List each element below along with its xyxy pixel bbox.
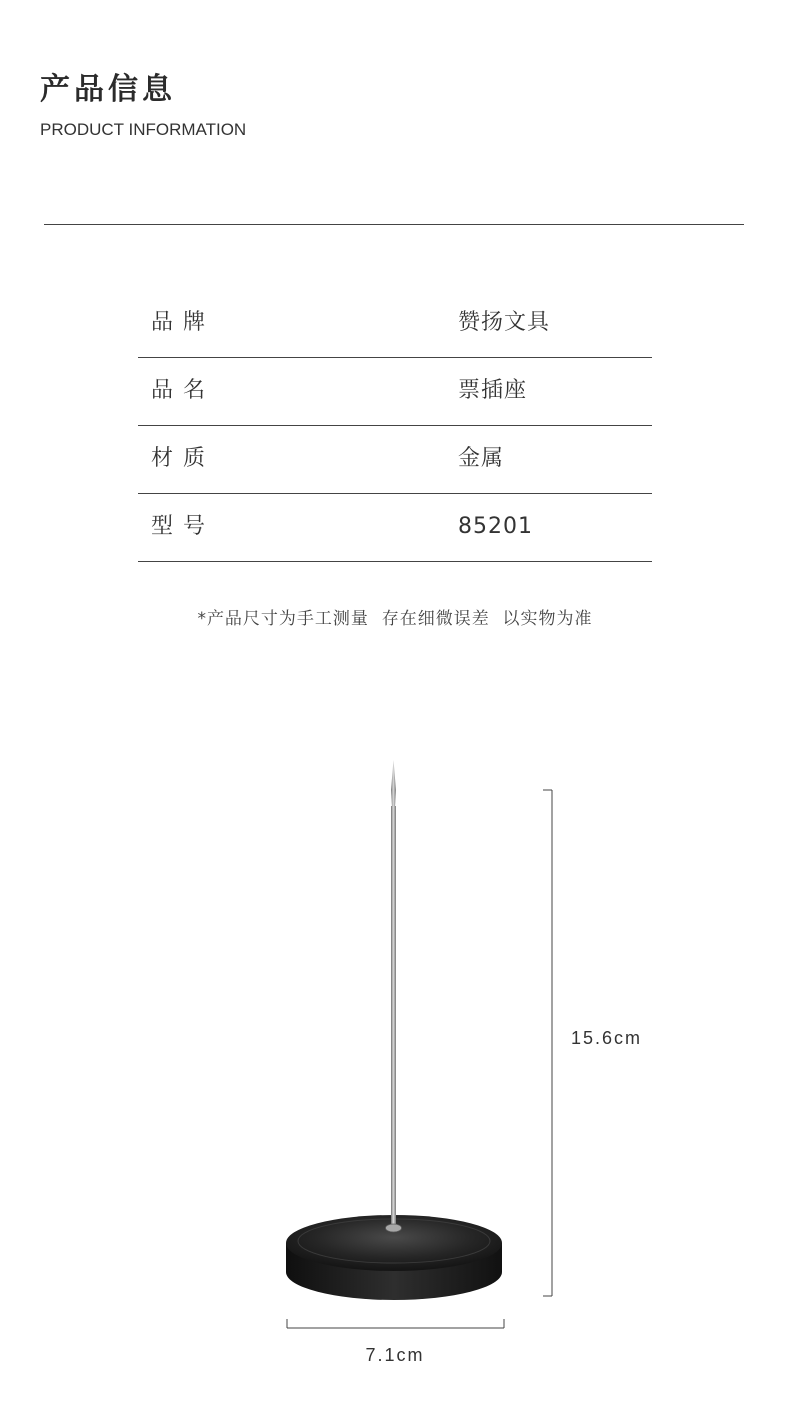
product-image: [0, 760, 790, 1320]
spec-label: 型号: [151, 514, 216, 539]
width-dimension-bracket: [284, 1316, 508, 1332]
needle: [391, 806, 396, 1226]
spec-label: 品牌: [151, 310, 216, 335]
spec-row-model: [138, 494, 652, 562]
needle-tip: [391, 760, 396, 808]
needle-collar: [386, 1224, 402, 1232]
spec-label: 品名: [151, 378, 216, 403]
header-divider: [44, 224, 744, 225]
height-dimension-label: 15.6cm: [571, 1028, 643, 1048]
spec-value: 票插座: [458, 378, 528, 403]
spec-value: 赞扬文具: [458, 310, 551, 335]
section-title: 产品信息: [40, 72, 176, 107]
spec-label: 材质: [151, 446, 216, 471]
spec-row-material: [138, 426, 652, 494]
height-dimension-bracket: [540, 788, 560, 1300]
width-dimension-label: 7.1cm: [365, 1345, 425, 1365]
spec-value: 85201: [458, 514, 533, 539]
spec-table: [138, 290, 652, 562]
spec-value: 金属: [458, 446, 505, 471]
spec-row-brand: [138, 290, 652, 358]
measurement-note: *产品尺寸为手工测量 存在细微误差 以实物为准: [197, 609, 593, 629]
section-subtitle: PRODUCT INFORMATION: [40, 120, 247, 139]
spec-row-name: [138, 358, 652, 426]
